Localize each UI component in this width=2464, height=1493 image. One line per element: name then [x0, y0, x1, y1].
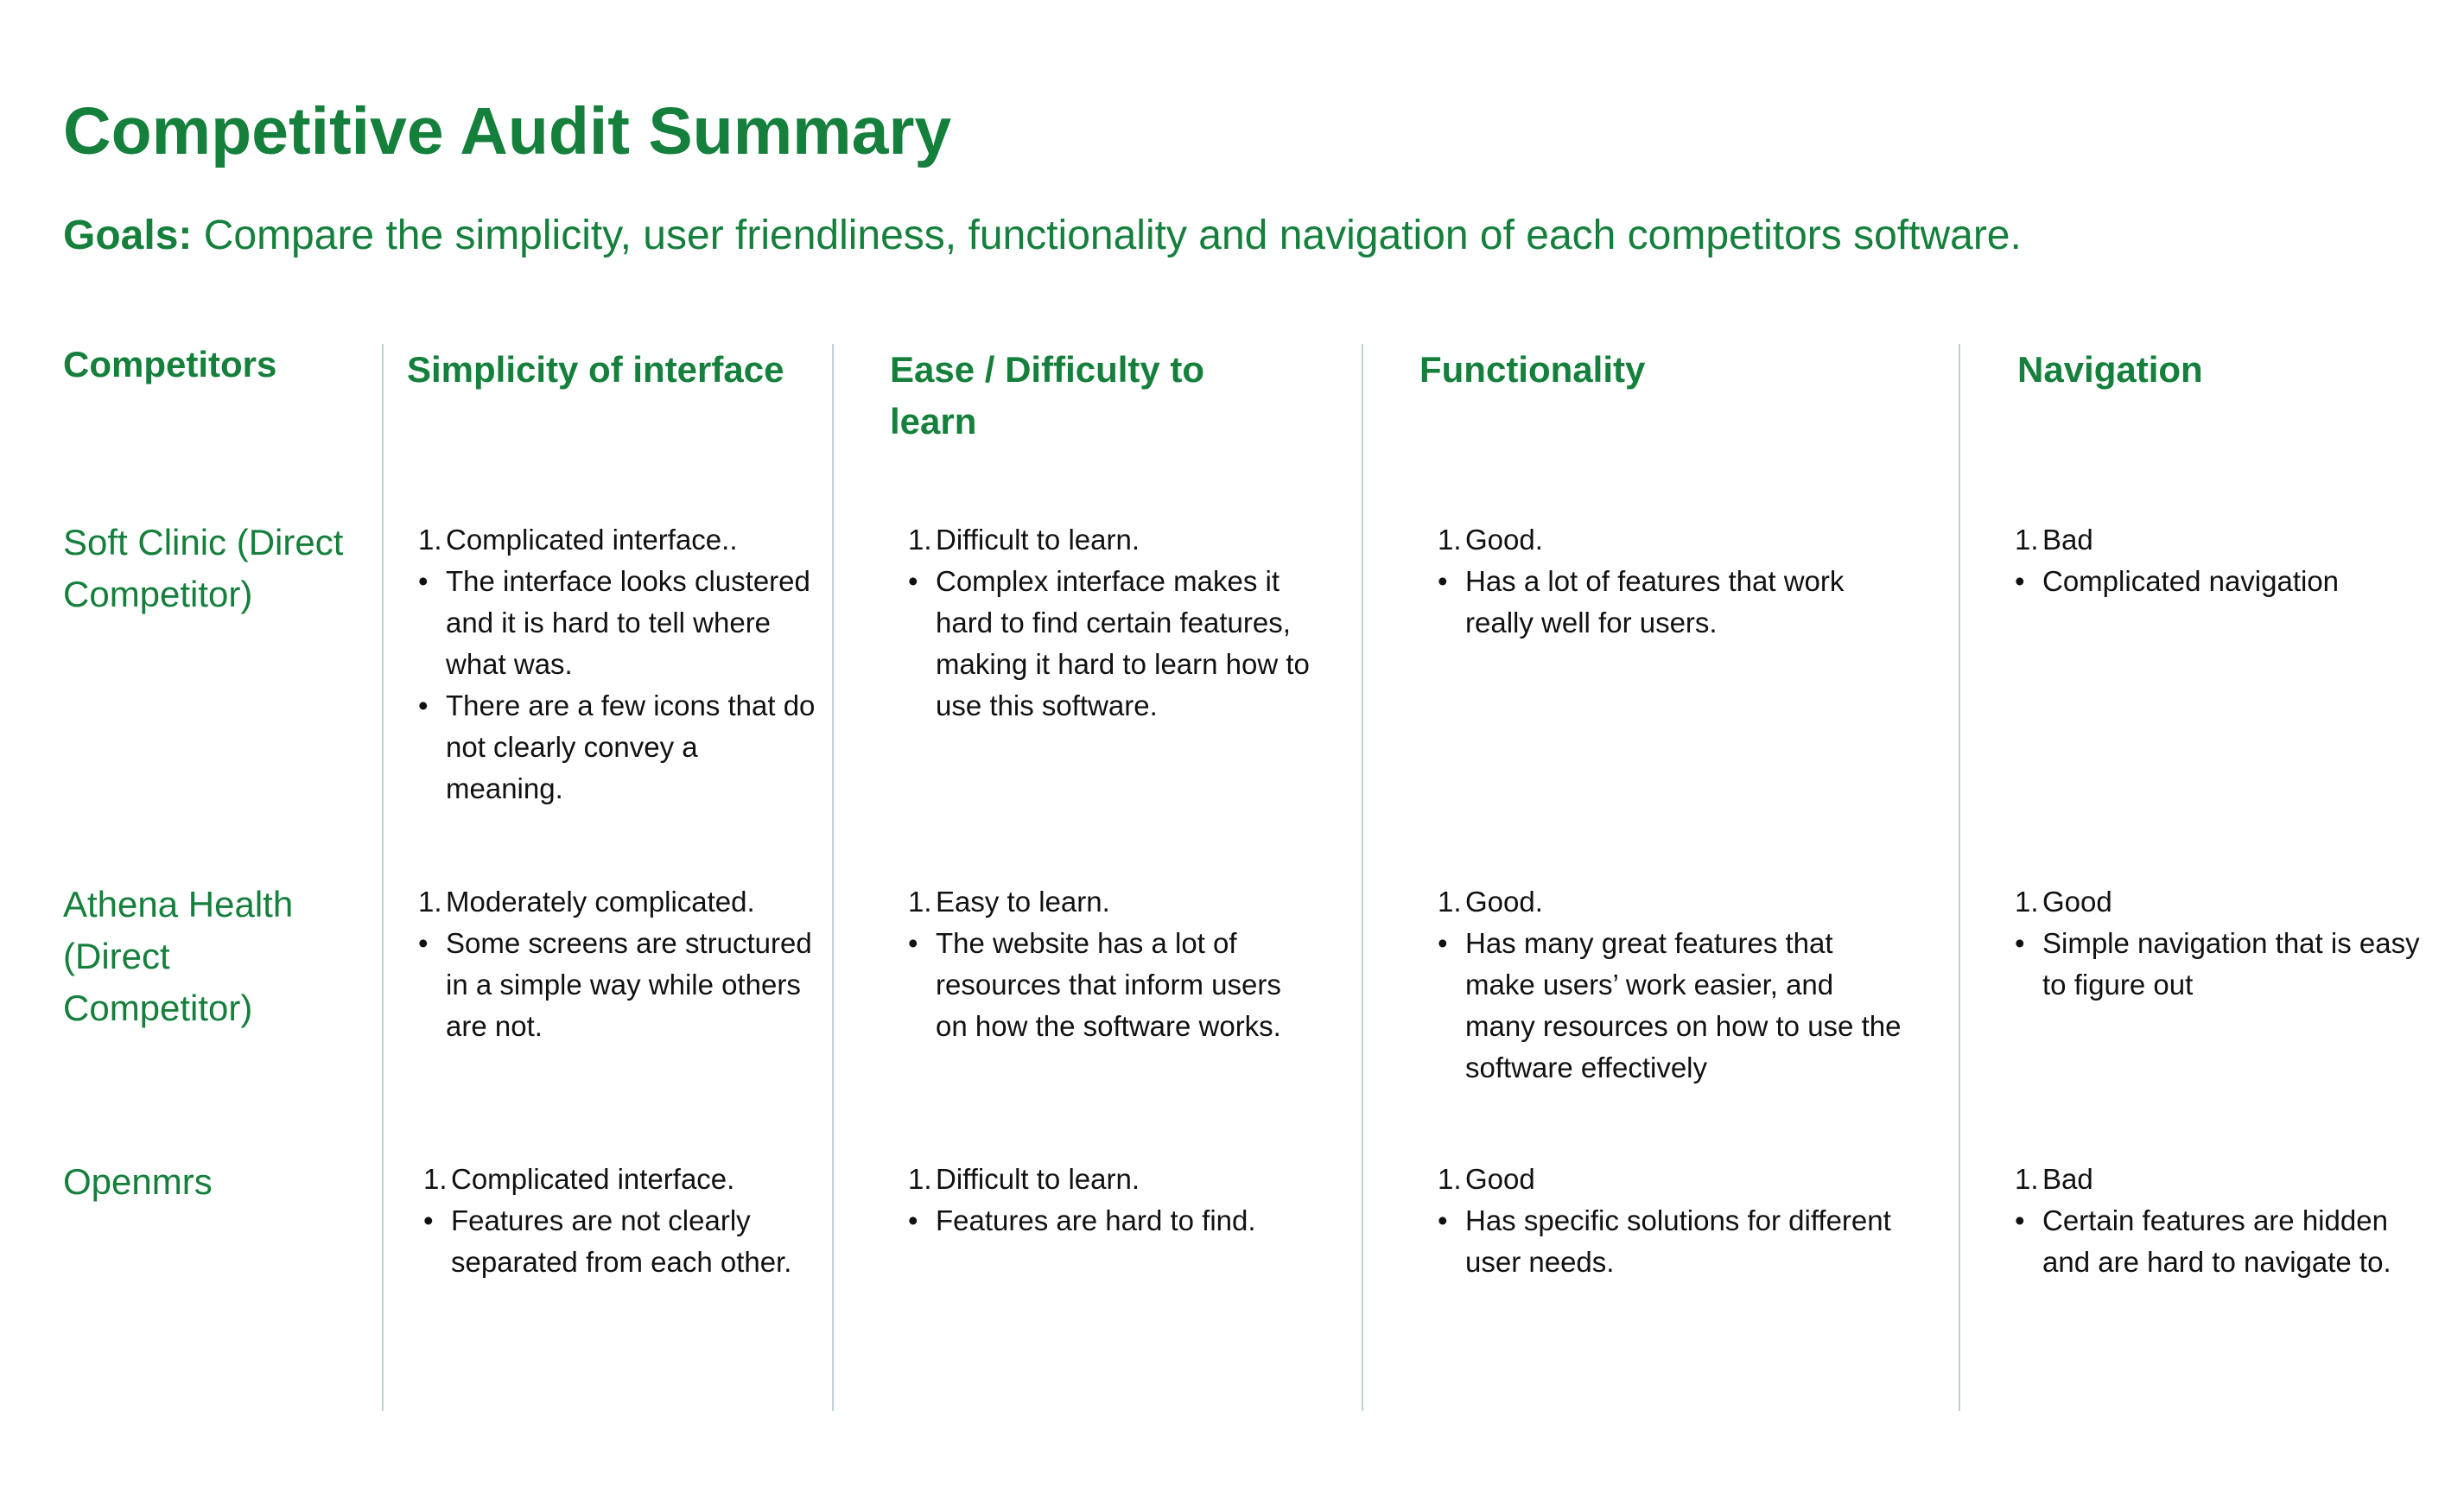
rating-item: 1. Good: [1438, 1159, 1904, 1200]
competitor-name: Openmrs: [63, 1161, 213, 1202]
bullet-icon: •: [418, 927, 429, 959]
column-divider: [1959, 344, 1960, 1411]
bullet-icon: •: [418, 565, 429, 597]
note-item: • Has many great features that make users’ work easier, and many resources on how to use the software effectively: [1438, 923, 1904, 1089]
cell-functionality: [1438, 1159, 1904, 1283]
cell-ease: [908, 881, 1314, 1047]
page-title: Competitive Audit Summary: [63, 94, 952, 168]
cell-simplicity: [418, 881, 816, 1047]
cell-navigation: [2015, 1159, 2412, 1283]
list-number: 1.: [1438, 886, 1462, 918]
rating-item: 1. Good.: [1438, 519, 1904, 561]
rating-item: 1. Complicated interface..: [418, 519, 816, 561]
note-item: • Has specific solutions for different user needs.: [1438, 1200, 1904, 1283]
note-item: • Features are not clearly separated from each other.: [423, 1200, 816, 1283]
column-header-competitors: Competitors: [63, 344, 277, 384]
bullet-icon: •: [423, 1204, 434, 1236]
column-header-functionality: Functionality: [1419, 349, 1646, 390]
list-number: 1.: [2015, 1163, 2039, 1195]
rating-item: 1. Difficult to learn.: [908, 519, 1314, 561]
list-number: 1.: [418, 886, 442, 918]
goals-text: Compare the simplicity, user friendliness, functionality and navigation of each competitors software.: [192, 213, 2022, 258]
note-item: • Has a lot of features that work really well for users.: [1438, 561, 1904, 644]
bullet-icon: •: [2015, 927, 2025, 959]
cell-navigation: [2015, 881, 2429, 1006]
bullet-icon: •: [1438, 927, 1448, 959]
column-header-simplicity: Simplicity of interface: [407, 349, 784, 390]
note-item: • Features are hard to find.: [908, 1200, 1314, 1242]
column-divider: [382, 344, 384, 1411]
bullet-icon: •: [908, 1204, 918, 1236]
competitor-name: Soft Clinic (Direct Competitor): [63, 522, 344, 614]
rating-item: 1. Bad: [2015, 519, 2429, 561]
cell-ease: [908, 519, 1314, 727]
column-divider: [832, 344, 834, 1411]
note-item: • The website has a lot of resources that inform users on how the software works.: [908, 923, 1314, 1047]
note-item: • Some screens are structured in a simple way while others are not.: [418, 923, 816, 1047]
list-number: 1.: [2015, 524, 2039, 556]
rating-item: 1. Easy to learn.: [908, 881, 1314, 923]
list-number: 1.: [2015, 886, 2039, 918]
competitor-name: Athena Health (Direct Competitor): [63, 884, 294, 1028]
note-item: • Simple navigation that is easy to figure out: [2015, 923, 2429, 1006]
note-item: • The interface looks clustered and it is hard to tell where what was.: [418, 561, 816, 685]
rating-item: 1. Bad: [2015, 1159, 2412, 1200]
note-item: • There are a few icons that do not clearly convey a meaning.: [418, 685, 816, 810]
list-number: 1.: [1438, 1163, 1462, 1195]
cell-functionality: [1438, 519, 1904, 644]
list-number: 1.: [1438, 524, 1462, 556]
cell-simplicity: [423, 1159, 816, 1283]
goals-statement: [63, 212, 2022, 259]
bullet-icon: •: [418, 689, 429, 721]
cell-functionality: [1438, 881, 1904, 1089]
rating-item: 1. Good.: [1438, 881, 1904, 923]
list-number: 1.: [908, 524, 932, 556]
rating-item: 1. Difficult to learn.: [908, 1159, 1314, 1200]
list-number: 1.: [908, 886, 932, 918]
bullet-icon: •: [1438, 565, 1448, 597]
column-header-ease: Ease / Difficulty to learn: [890, 349, 1205, 442]
column-divider: [1362, 344, 1363, 1411]
note-item: • Certain features are hidden and are hard to navigate to.: [2015, 1200, 2412, 1283]
note-item: • Complex interface makes it hard to find certain features, making it hard to learn how to use this software.: [908, 561, 1314, 727]
rating-item: 1. Moderately complicated.: [418, 881, 816, 923]
bullet-icon: •: [2015, 565, 2025, 597]
rating-item: 1. Complicated interface.: [423, 1159, 816, 1200]
cell-navigation: [2015, 519, 2429, 602]
bullet-icon: •: [1438, 1204, 1448, 1236]
bullet-icon: •: [908, 927, 918, 959]
list-number: 1.: [423, 1163, 448, 1195]
bullet-icon: •: [2015, 1204, 2025, 1236]
cell-simplicity: [418, 519, 816, 810]
column-header-navigation: Navigation: [2017, 349, 2203, 390]
list-number: 1.: [908, 1163, 932, 1195]
rating-item: 1. Good: [2015, 881, 2429, 923]
list-number: 1.: [418, 524, 442, 556]
goals-label: Goals:: [63, 213, 193, 258]
note-item: • Complicated navigation: [2015, 561, 2429, 602]
cell-ease: [908, 1159, 1314, 1242]
bullet-icon: •: [908, 565, 918, 597]
